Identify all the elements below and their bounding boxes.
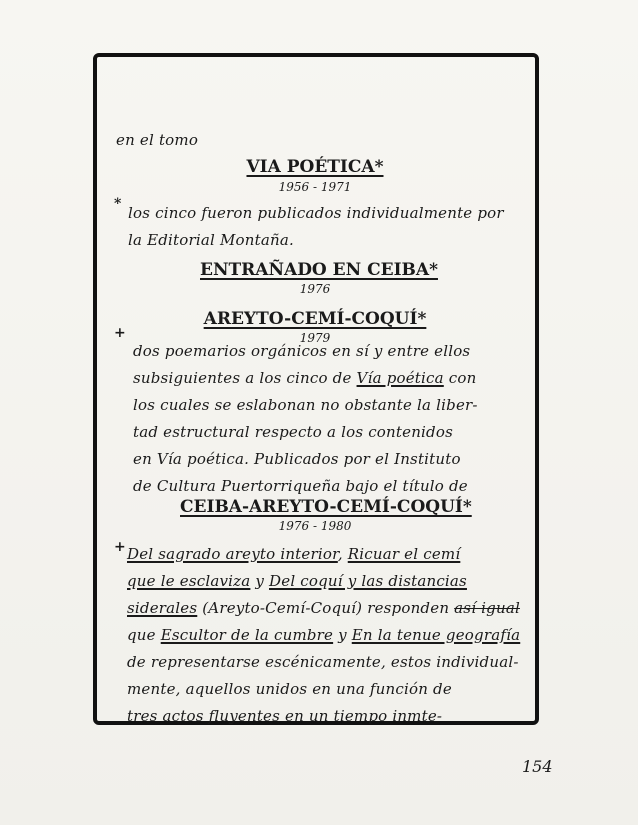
heading-entranado-en-ceiba: ENTRAÑADO EN CEIBA* <box>200 260 438 280</box>
underlined-title: Del coquí y las distancias <box>269 572 467 590</box>
year-label: 1976 - 1980 <box>278 519 352 533</box>
heading-areyto-cemi-coqui: AREYTO-CEMÍ-COQUÍ* <box>203 309 427 329</box>
text-line: los cuales se eslabonan no obstante la liber- <box>133 396 478 414</box>
text-line <box>127 572 467 590</box>
text-fragment: , <box>337 545 348 563</box>
text-fragment: subsiguientes a los cinco de <box>133 369 357 387</box>
underlined-title: que le esclaviza <box>127 572 251 590</box>
text-line <box>127 626 520 644</box>
year-label: 1979 <box>299 331 331 345</box>
asterisk-mark: * <box>114 196 122 212</box>
underlined-title: Del sagrado areyto interior <box>127 545 338 563</box>
text-line: en Vía poética. Publicados por el Instituto <box>133 450 461 468</box>
year-label: 1956 - 1971 <box>278 180 352 194</box>
year-label: 1976 <box>299 282 331 296</box>
text-line: tres actos fluyentes en un tiempo inmte- <box>127 707 443 725</box>
underlined-title: Ricuar el cemí <box>347 545 461 563</box>
text-line: tad estructural respecto a los contenidos <box>133 423 453 441</box>
heading-ceiba-areyto-cemi-coqui: CEIBA-AREYTO-CEMÍ-COQUÍ* <box>180 497 472 517</box>
page-number: 154 <box>522 757 553 776</box>
text-line <box>133 369 476 387</box>
heading-via-poetica: VIA POÉTICA* <box>246 157 384 177</box>
text-line: la Editorial Montaña. <box>128 231 294 249</box>
text-line: de representarse escénicamente, estos individual- <box>127 653 519 671</box>
text-line: de Cultura Puertorriqueña bajo el título de <box>133 477 468 495</box>
underlined-title: Vía poética <box>356 369 444 387</box>
text-line <box>127 599 520 617</box>
text-fragment: y <box>333 626 352 644</box>
text-line: mente, aquellos unidos en una función de <box>127 680 452 698</box>
text-fragment: con <box>443 369 477 387</box>
struck-text: así igual <box>454 599 520 617</box>
text-line: en el tomo <box>116 131 199 149</box>
asterisk-mark: + <box>114 539 126 555</box>
text-line: los cinco fueron publicados individualmente por <box>128 204 504 222</box>
text-fragment: que <box>127 626 161 644</box>
asterisk-mark: + <box>114 325 126 341</box>
underlined-title: Escultor de la cumbre <box>160 626 334 644</box>
underlined-title: siderales <box>127 599 198 617</box>
text-line: dos poemarios orgánicos en sí y entre ellos <box>133 342 471 360</box>
text-line <box>127 545 460 563</box>
text-fragment: y <box>250 572 270 590</box>
page-border <box>93 53 539 725</box>
text-fragment: (Areyto-Cemí-Coquí) responden <box>197 599 455 617</box>
underlined-title: En la tenue geografía <box>351 626 521 644</box>
